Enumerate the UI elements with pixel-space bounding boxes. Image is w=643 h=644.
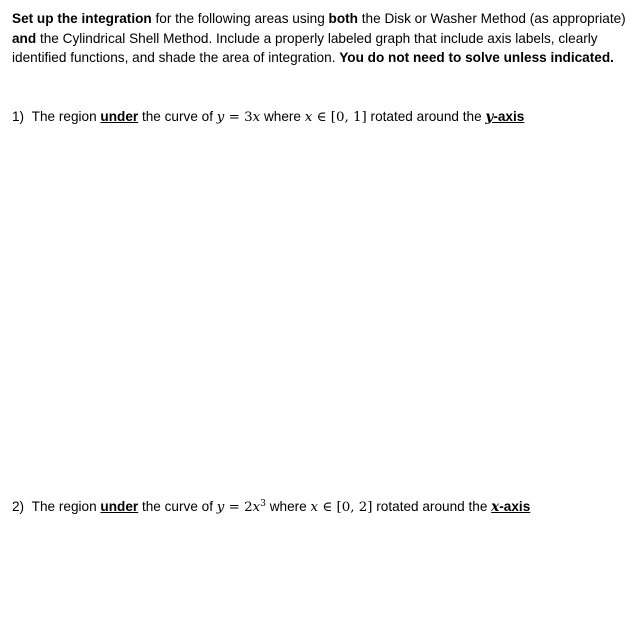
instruction-text-1: for the following areas using — [151, 11, 329, 26]
problem-1-where: where — [260, 109, 305, 124]
problem-2-keyword: under — [100, 499, 139, 514]
problem-2-rotated: rotated around the — [372, 499, 492, 514]
problem-1 — [12, 107, 524, 127]
instruction-text-2: the Disk or Washer Method (as appropriate) — [358, 11, 626, 26]
problem-1-function: y = 3x — [216, 110, 261, 125]
instruction-and: and — [12, 30, 37, 46]
instruction-no-solve: You do not need to solve unless indicated. — [339, 50, 614, 66]
instructions-paragraph — [12, 9, 634, 68]
problem-2-domain: x ∈ [0, 2] — [310, 500, 373, 515]
problem-2-where: where — [265, 499, 311, 514]
problem-2-axis: x-axis — [491, 499, 531, 515]
problem-2-number: 2) — [12, 499, 25, 514]
problem-1-number: 1) — [12, 109, 25, 124]
problem-1-rotated: rotated around the — [366, 109, 486, 124]
problem-2-curve-text: the curve of — [138, 499, 217, 514]
problem-2-function: $y = 2x^3$ — [216, 499, 266, 515]
instruction-setup-phrase: Set up the integration — [12, 11, 152, 26]
instruction-both: both — [328, 11, 358, 26]
problem-1-curve-text: the curve of — [138, 109, 217, 124]
problem-2 — [12, 497, 530, 517]
problem-1-axis: y-axis — [485, 109, 525, 125]
problem-1-keyword: under — [100, 109, 139, 124]
problem-2-lead: The region — [31, 499, 101, 514]
problem-1-lead: The region — [31, 109, 101, 124]
instruction-text-3: the Cylindrical Shell Method. Include a properly labeled graph that include axis labels, clearly identified functions, and shade the area of integration. — [12, 30, 598, 66]
problem-1-domain: x ∈ [0, 1] — [304, 110, 367, 125]
